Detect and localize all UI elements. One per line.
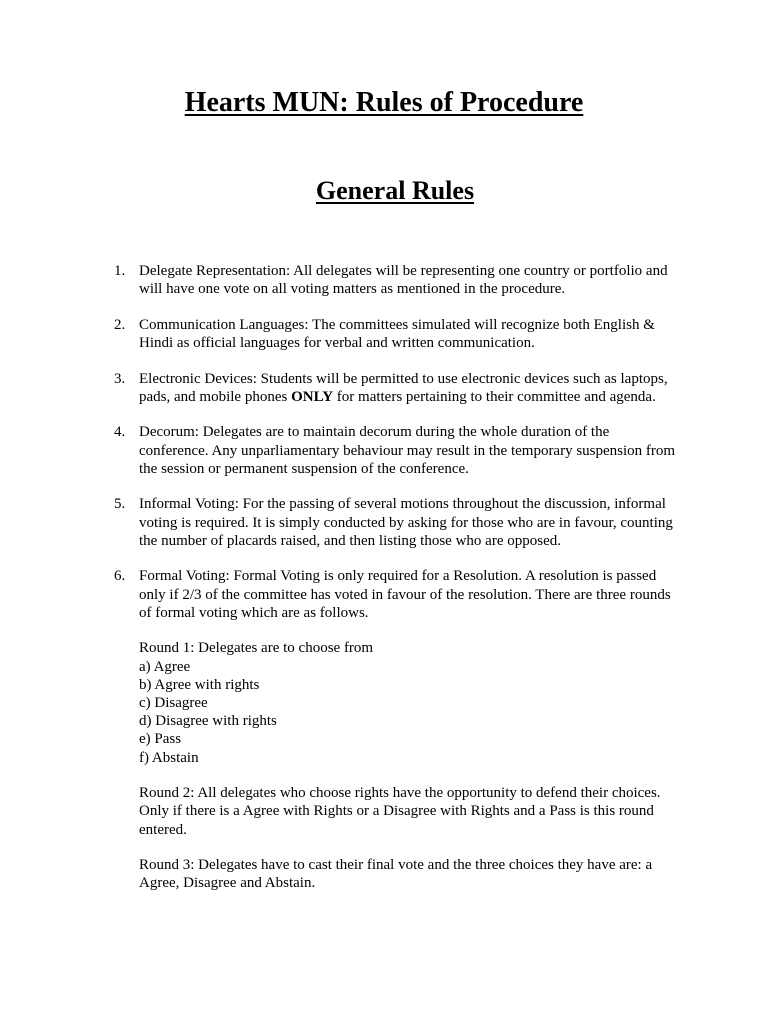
rule-emphasis: ONLY xyxy=(291,388,334,405)
round-3-block: Round 3: Delegates have to cast their final vote and the three choices they have are: a Agree, Disagree and Abstain. xyxy=(139,857,653,892)
rule-number: 3. xyxy=(114,370,126,387)
rule-number: 2. xyxy=(114,316,126,333)
round-2-block: Round 2: All delegates who choose rights have the opportunity to defend their choices. Only if there is a Agree with Rights or a Disagree with Rights and a Pass is this round entered. xyxy=(139,785,661,838)
rule-item xyxy=(0,495,679,550)
rule-item xyxy=(0,567,679,892)
rule-text: Communication Languages: The committees simulated will recognize both English & Hindi as official languages for verbal and written communication. xyxy=(139,316,655,351)
rule-number: 4. xyxy=(114,424,126,441)
rule-number: 1. xyxy=(114,263,126,279)
section-title: General Rules xyxy=(315,176,475,205)
rule-text: Decorum: Delegates are to maintain decorum during the whole duration of the conference. Any unparliamentary behaviour may result in the temporary suspension from the session or permanent suspension of the conference. xyxy=(139,424,676,477)
voting-option: e) Pass xyxy=(139,731,182,748)
rule-text: Delegate Representation: All delegates will be representing one country or portfolio and will have one vote on all voting matters as mentioned in the procedure. xyxy=(139,263,668,298)
voting-option: d) Disagree with rights xyxy=(139,713,277,730)
rule-text: Formal Voting: Formal Voting is only required for a Resolution. A resolution is passed only if 2/3 of the committee has voted in favour of the resolution. There are three rounds of formal voting which are as follows. xyxy=(139,568,671,621)
rule-text-part: for matters pertaining to their committee and agenda. xyxy=(333,388,656,405)
rule-text-part: Electronic Devices: Students will be permitted to use electronic devices such as laptops, pads, and mobile phones xyxy=(139,370,668,405)
voting-option: b) Agree with rights xyxy=(139,676,260,693)
rule-item xyxy=(0,316,679,352)
rule-text: Informal Voting: For the passing of several motions throughout the discussion, informal voting is required. It is simply conducted by asking for those who are in favour, counting the number of placards raised, and then listing those who are opposed. xyxy=(139,496,673,549)
voting-option: c) Disagree xyxy=(139,695,208,711)
round-1-intro: Round 1: Delegates are to choose from xyxy=(139,640,374,657)
round-1-block xyxy=(139,639,679,766)
rules-list xyxy=(0,262,768,910)
rule-item xyxy=(0,370,679,406)
voting-option: a) Agree xyxy=(139,658,191,675)
rule-number: 5. xyxy=(114,496,126,513)
rule-item xyxy=(0,262,679,298)
document-title: Hearts MUN: Rules of Procedure xyxy=(184,87,584,118)
rule-item xyxy=(0,423,679,478)
voting-option: f) Abstain xyxy=(139,749,199,766)
rule-number: 6. xyxy=(114,568,126,585)
rule-text xyxy=(139,370,679,406)
